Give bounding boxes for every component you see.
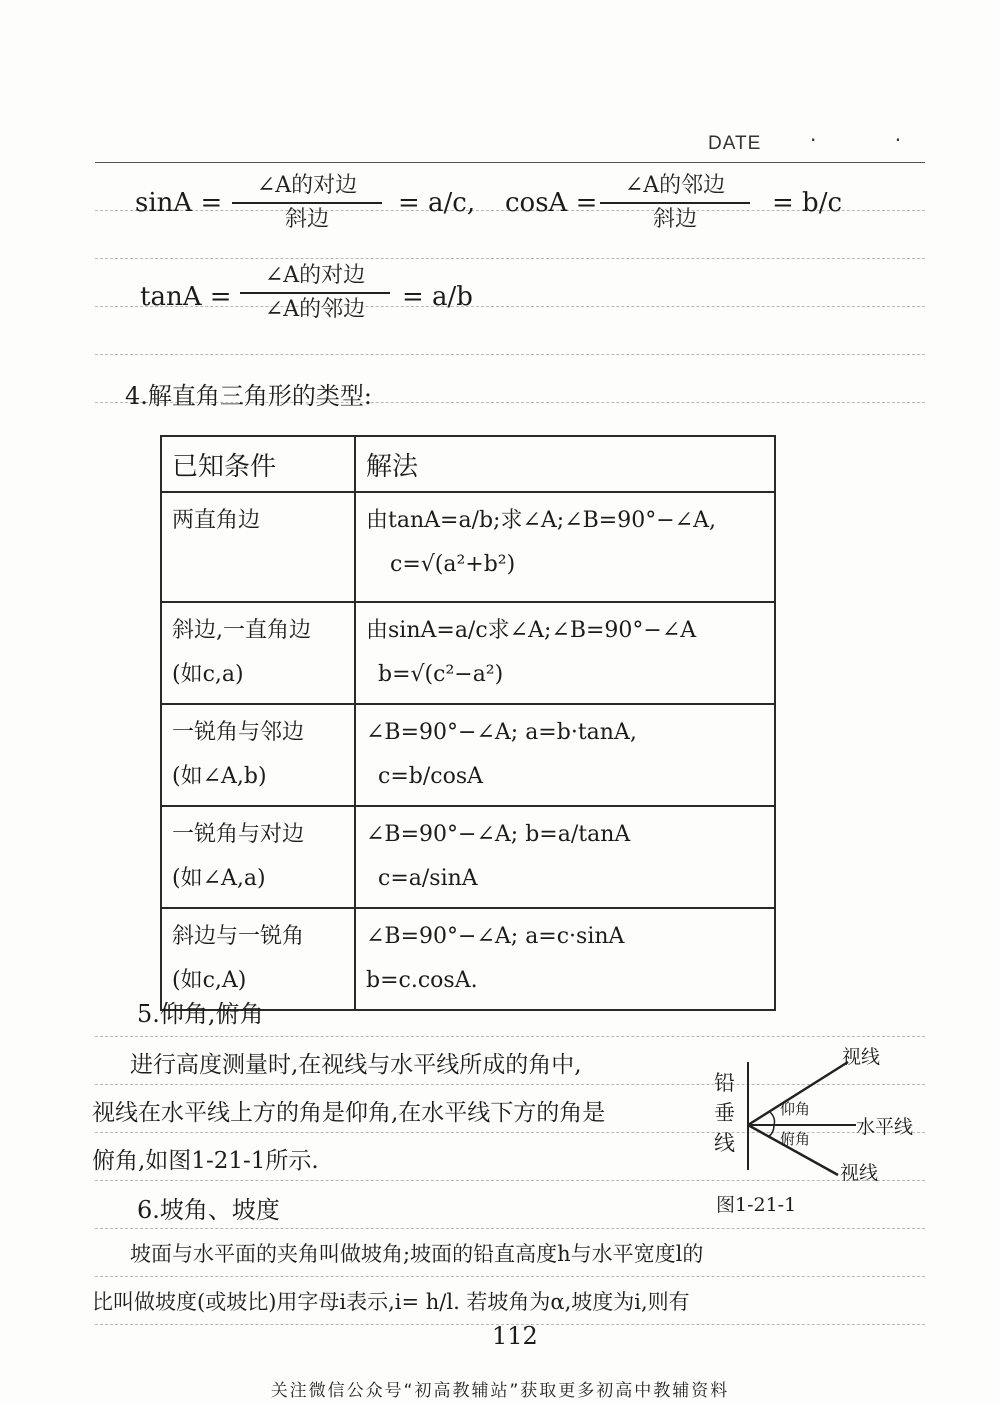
condition-line: 两直角边 (172, 508, 261, 533)
cos-value: = b/c (772, 188, 843, 218)
method-cell (355, 492, 775, 602)
plumb-line-label: 铅垂线 (714, 1071, 735, 1155)
date-label: DATE (708, 133, 762, 154)
method-line: ∠B=90°−∠A; b=a/tanA (366, 822, 631, 847)
method-cell (355, 806, 775, 908)
condition-line: (如∠A,b) (172, 764, 267, 789)
sin-denominator: 斜边 (284, 207, 329, 232)
condition-line: 斜边与一锐角 (172, 924, 305, 949)
footer-notice: 关注微信公众号“初高教辅站”获取更多初高中教辅资料 (270, 1381, 730, 1401)
section-6-line-2: 比叫做坡度(或坡比)用字母i表示,i= h/l. 若坡角为α,坡度为i,则有 (92, 1290, 690, 1314)
figure-caption: 图1-21-1 (716, 1194, 797, 1216)
condition-line: (如c,a) (172, 662, 244, 687)
cos-denominator: 斜边 (652, 207, 697, 232)
tan-denominator: ∠A的邻边 (264, 297, 366, 322)
method-line: b=√(c²−a²) (378, 662, 504, 687)
depression-angle-label: 俯角 (780, 1130, 811, 1148)
header-solution: 解法 (355, 436, 775, 492)
table-row (161, 492, 775, 602)
section-5-line-3: 俯角,如图1-21-1所示. (92, 1148, 319, 1174)
table-row (161, 602, 775, 704)
section-5-line-2: 视线在水平线上方的角是仰角,在水平线下方的角是 (92, 1100, 606, 1126)
tan-numerator: ∠A的对边 (264, 263, 366, 288)
section-4-title: 4.解直角三角形的类型: (125, 382, 372, 410)
horizontal-line-label: 水平线 (856, 1116, 914, 1138)
table-header-row (161, 436, 775, 492)
section-6-title: 6.坡角、坡度 (137, 1196, 280, 1224)
condition-cell (161, 806, 355, 908)
method-line: c=a/sinA (378, 866, 478, 891)
condition-line: 一锐角与对边 (172, 822, 305, 847)
tan-value: = a/b (402, 282, 473, 312)
lower-sight-label: 视线 (840, 1162, 879, 1184)
method-cell (355, 908, 775, 1010)
cos-fraction (600, 172, 750, 234)
elevation-angle-label: 仰角 (780, 1100, 811, 1118)
elevation-arc (770, 1112, 775, 1125)
date-dots: · · (810, 128, 938, 152)
method-line: ∠B=90°−∠A; a=b·tanA, (366, 720, 637, 745)
header-rule (95, 162, 925, 163)
elevation-depression-diagram (708, 1040, 938, 1230)
section-5-line-1: 进行高度测量时,在视线与水平线所成的角中, (130, 1052, 582, 1078)
condition-line: (如c,A) (172, 968, 247, 993)
method-cell (355, 602, 775, 704)
upper-sight-label: 视线 (842, 1046, 881, 1068)
sin-value: = a/c, (398, 188, 476, 218)
page-number: 112 (492, 1322, 538, 1350)
method-line: 由tanA=a/b;求∠A;∠B=90°−∠A, (366, 508, 716, 533)
cos-numerator: ∠A的邻边 (624, 173, 726, 198)
solution-table (160, 435, 776, 1011)
tan-fraction (240, 262, 390, 324)
sin-fraction (232, 172, 382, 234)
method-line: b=c.cosA. (366, 968, 478, 993)
sin-numerator: ∠A的对边 (256, 173, 358, 198)
condition-cell (161, 602, 355, 704)
condition-cell (161, 704, 355, 806)
sin-lhs: sinA = (135, 188, 223, 218)
method-line: c=b/cosA (378, 764, 483, 789)
tan-lhs: tanA = (140, 282, 232, 312)
condition-line: (如∠A,a) (172, 866, 266, 891)
section-5-title: 5.仰角,俯角 (137, 1000, 264, 1028)
method-line: c=√(a²+b²) (390, 552, 516, 577)
method-line: 由sinA=a/c求∠A;∠B=90°−∠A (366, 618, 697, 643)
table-row (161, 806, 775, 908)
condition-line: 斜边,一直角边 (172, 618, 311, 643)
section-6-line-1: 坡面与水平面的夹角叫做坡角;坡面的铅直高度h与水平宽度l的 (130, 1242, 704, 1266)
condition-line: 一锐角与邻边 (172, 720, 305, 745)
method-line: ∠B=90°−∠A; a=c·sinA (366, 924, 625, 949)
header-known-conditions: 已知条件 (161, 436, 355, 492)
table-row (161, 704, 775, 806)
cos-lhs: cosA = (505, 188, 598, 218)
condition-cell (161, 492, 355, 602)
method-cell (355, 704, 775, 806)
